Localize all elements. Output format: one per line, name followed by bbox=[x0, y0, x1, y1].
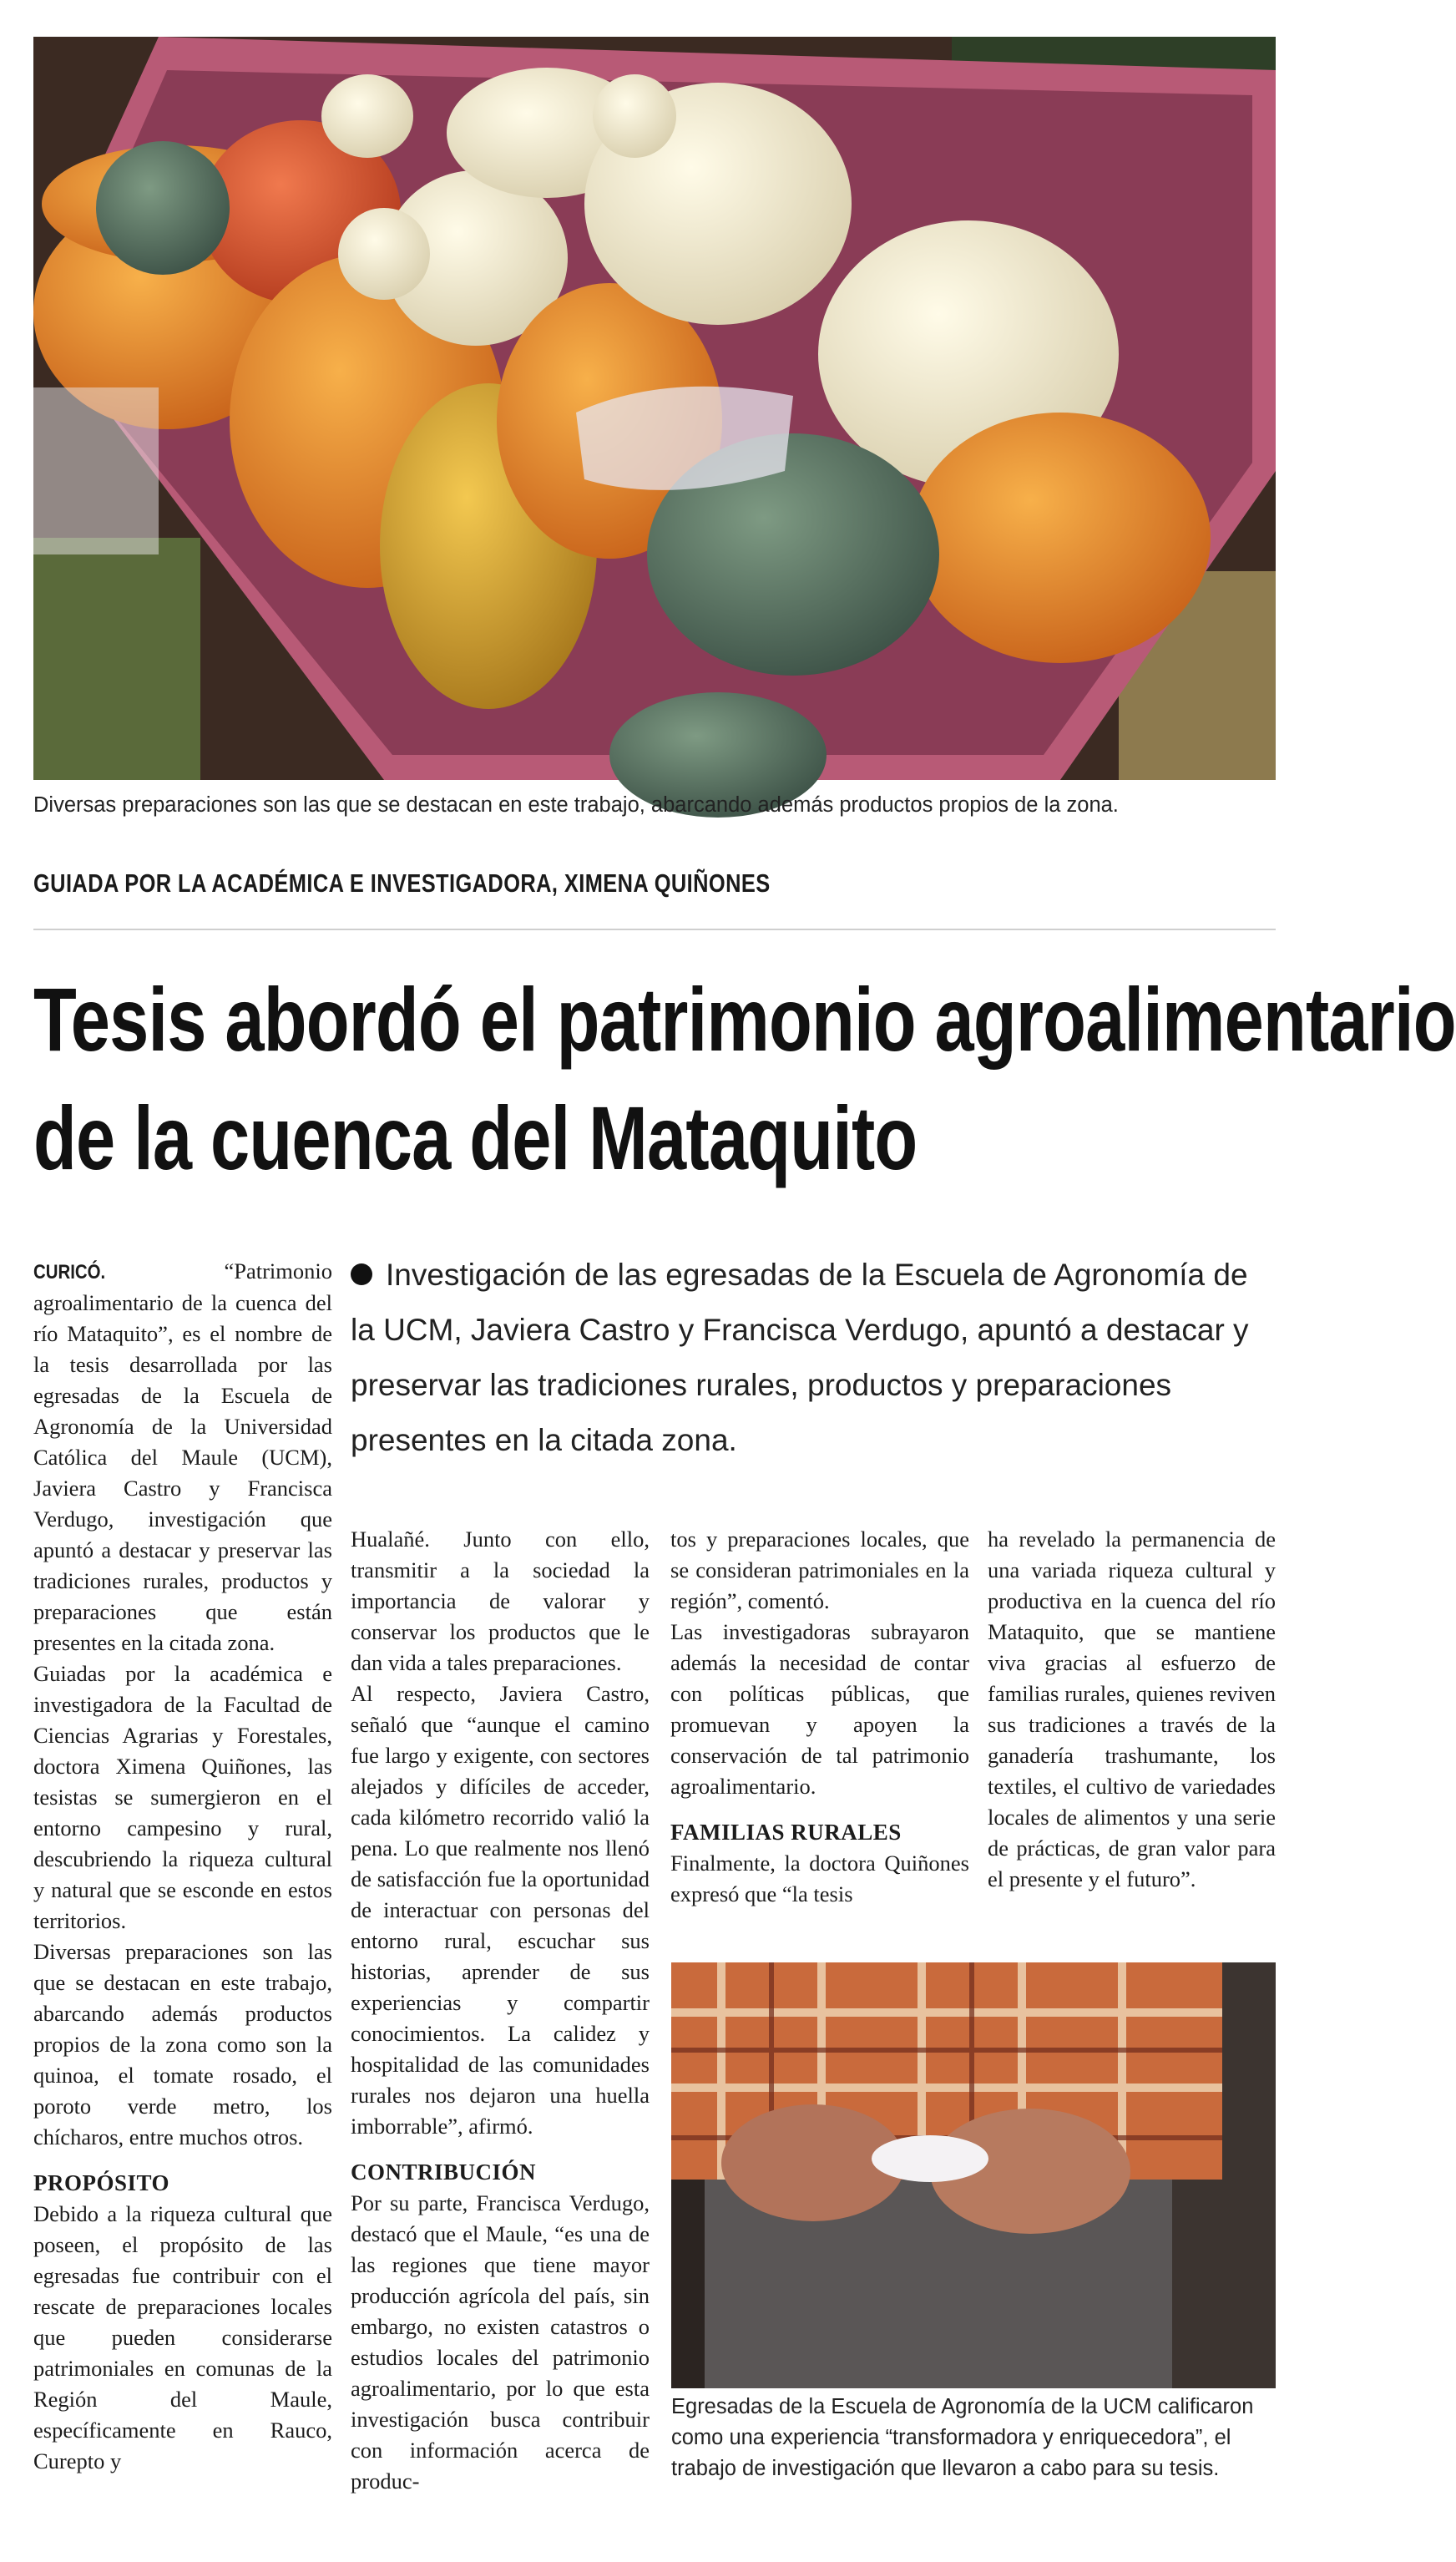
headline bbox=[33, 960, 1456, 1197]
paragraph bbox=[33, 1256, 332, 1658]
paragraph: Guiadas por la académica e investigadora de la Facultad de Ciencias Agrarias y Forestales, doctora Ximena Quiñones, las tesistas se sumergieron en el entorno campesino y rural, descubriendo la riqueza cultural y natural que se esconde en estos territorios. bbox=[33, 1661, 332, 1933]
paragraph: Por su parte, Francisca Verdugo, destacó que el Maule, “es una de las regiones que tiene mayor producción agrícola del país, sin embargo, no existen catastros o estudios locales del patrimonio agroalimentario, por lo que esta investigación busca contribuir con información acerca de produc- bbox=[351, 2190, 650, 2494]
paragraph: Diversas preparaciones son las que se destacan en este trabajo, abarcando además productos propios de la zona como son la quinoa, el tomate rosado, el poroto verde metro, los chícharos, entre muchos otros. bbox=[33, 1939, 332, 2149]
kicker: GUIADA POR LA ACADÉMICA E INVESTIGADORA, XIMENA QUIÑONES bbox=[33, 868, 771, 898]
paragraph: tos y preparaciones locales, que se consideran patrimoniales en la región”, comentó. bbox=[670, 1527, 969, 1613]
paragraph: Al respecto, Javiera Castro, señaló que “aunque el camino fue largo y exigente, con sectores alejados y difíciles de acceder, cada kilómetro recorrido valió la pena. Lo que realmente nos llenó de satisfacción fue la oportunidad de interactuar con personas del entorno rural, escuchar sus historias, aprender de sus experiencias y compartir conocimientos. La calidez y hospitalidad de las comunidades rurales nos dejaron una huella imborrable”, afirmó. bbox=[351, 1681, 650, 2139]
divider bbox=[33, 929, 1276, 930]
bottom-photo-caption: Egresadas de la Escuela de Agronomía de la UCM calificaron como una experiencia “transformadora y enriquecedora”, el trabajo de investigación que llevaron a cabo para su tesis. bbox=[671, 2395, 1254, 2480]
lead-text: Investigación de las egresadas de la Escuela de Agronomía de la UCM, Javiera Castro y Francisca Verdugo, apuntó a destacar y preservar las tradiciones rurales, productos y preparaciones presentes en la citada zona. bbox=[351, 1258, 1249, 1457]
paragraph-text: “Patrimonio agroalimentario de la cuenca del río Mataquito”, es el nombre de la tesis desarrollada por las egresadas de la Escuela de Agronomía de la Universidad Católica del Maule (UCM), Javiera Castro y Francisca Verdugo, investigación que apuntó a destacar y preservar las tradiciones rurales, productos y preparaciones que están presentes en la citada zona. bbox=[33, 1258, 332, 1655]
paragraph: Hualañé. Junto con ello, transmitir a la sociedad la importancia de valorar y conservar los productos que le dan vida a tales preparaciones. bbox=[351, 1527, 650, 1675]
bullet-icon bbox=[351, 1263, 372, 1285]
subheading-proposito: PROPÓSITO bbox=[33, 2170, 170, 2195]
dateline: CURICÓ. bbox=[33, 1261, 106, 1284]
paragraph: ha revelado la permanencia de una variada riqueza cultural y productiva en la cuenca del río Mataquito, que se mantiene viva gracias al esfuerzo de familias rurales, quienes reviven sus tradiciones a través de la ganadería trashumante, los textiles, el cultivo de variedades locales de alimentos y una serie de prácticas, de gran valor para el presente y el futuro”. bbox=[988, 1527, 1276, 1891]
top-photo-caption: Diversas preparaciones son las que se destacan en este trabajo, abarcando además productos propios de la zona. bbox=[33, 793, 1119, 817]
headline-line-1: Tesis abordó el patrimonio agroalimentario bbox=[33, 969, 1456, 1070]
body-column-2 bbox=[351, 1524, 650, 2497]
headline-line-2: de la cuenca del Mataquito bbox=[33, 1087, 918, 1188]
paragraph: Finalmente, la doctora Quiñones expresó que “la tesis bbox=[670, 1851, 969, 1906]
lead-paragraph bbox=[351, 1248, 1277, 1468]
top-photo-squash-crate bbox=[33, 37, 1276, 780]
body-column-1 bbox=[33, 1256, 332, 2477]
body-column-4 bbox=[988, 1524, 1276, 1895]
paragraph: Las investigadoras subrayaron además la necesidad de contar con políticas públicas, que promuevan y apoyen la conservación de tal patrimonio agroalimentario. bbox=[670, 1619, 969, 1799]
paragraph: Debido a la riqueza cultural que poseen, el propósito de las egresadas fue contribuir con el rescate de preparaciones locales que pueden considerarse patrimoniales en comunas de la Región del Maule, específicamente en Rauco, Curepto y bbox=[33, 2201, 332, 2473]
bottom-photo-hands bbox=[671, 1962, 1276, 2388]
body-column-3 bbox=[670, 1524, 969, 1910]
subheading-contribucion: CONTRIBUCIÓN bbox=[351, 2159, 537, 2185]
subheading-familias-rurales: FAMILIAS RURALES bbox=[670, 1820, 902, 1845]
